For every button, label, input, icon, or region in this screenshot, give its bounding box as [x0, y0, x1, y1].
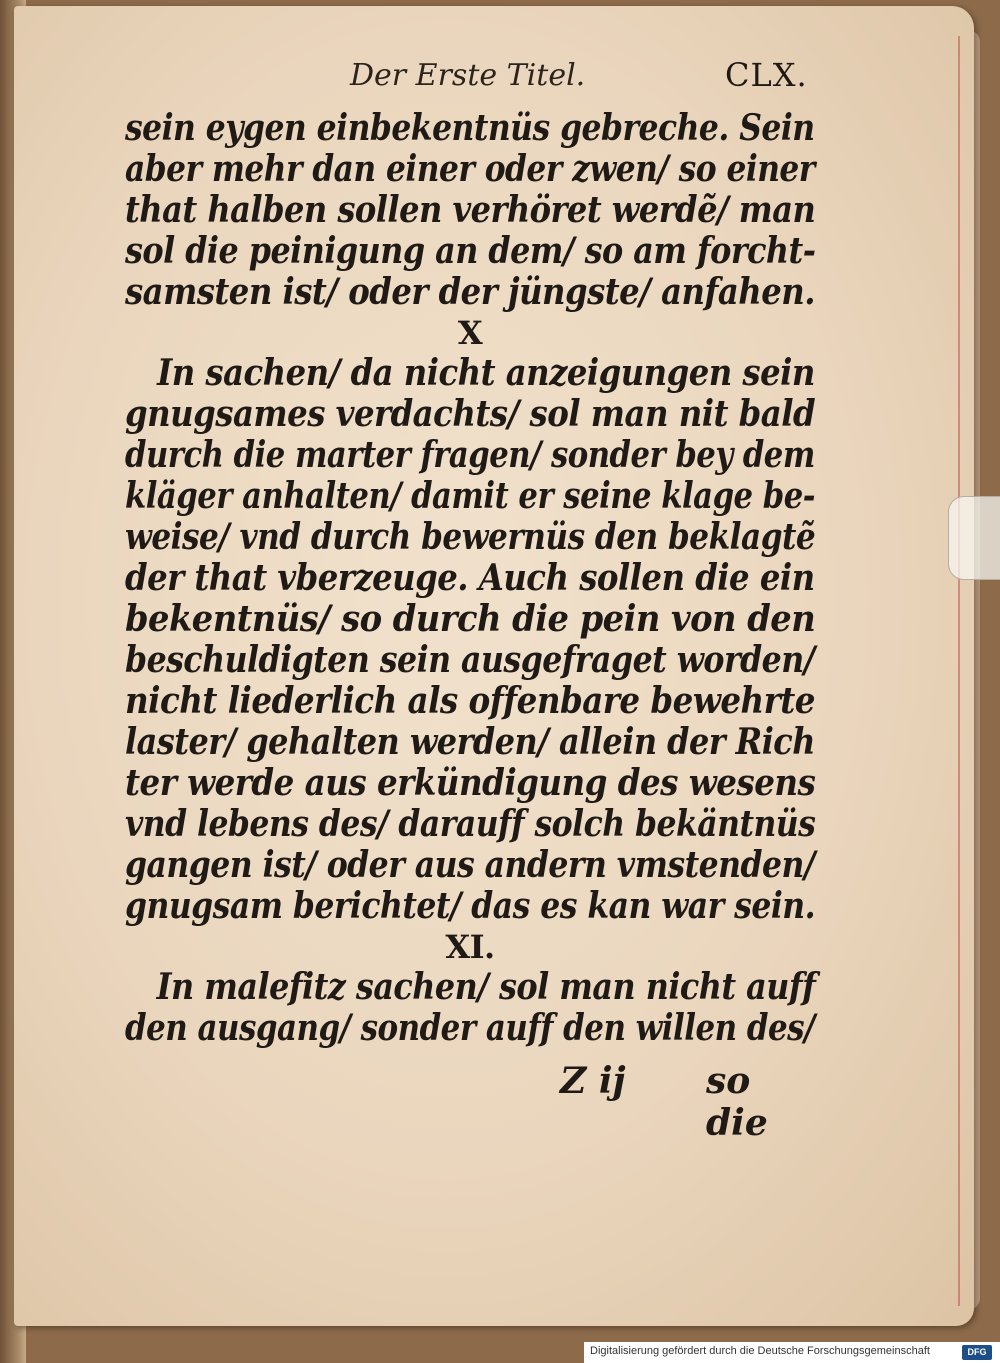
signature-mark: Z ij — [560, 1060, 626, 1102]
text-line: In malefitz sachen/ sol man nicht auff — [125, 966, 816, 1008]
dfg-credit-text: Digitalisierung gefördert durch die Deutsche Forschungsgemeinschaft — [590, 1345, 930, 1357]
dfg-logo-icon: DFG — [962, 1345, 992, 1360]
text-line: weise/ vnd durch bewernüs den beklagtẽ — [125, 516, 816, 558]
text-line: nicht liederlich als offenbare bewehrte — [125, 680, 815, 722]
text-line: bekentnüs/ so durch die pein von den — [125, 598, 816, 640]
catch-row — [560, 1060, 810, 1144]
text-line: aber mehr dan einer oder zwen/ so einer — [125, 148, 815, 190]
section-numeral: X — [457, 314, 483, 352]
running-head: Der Erste Titel. — [350, 58, 586, 93]
bookmark-tab — [948, 496, 1000, 580]
text-line: vnd lebens des/ darauff solch bekäntnüs — [125, 803, 816, 845]
catchword: so die — [706, 1060, 768, 1144]
red-margin-rule — [958, 36, 960, 1306]
text-line: In sachen/ da nicht anzeigungen sein — [125, 352, 815, 394]
text-line: gnugsam berichtet/ das es kan war sein. — [125, 885, 816, 927]
text-line: kläger anhalten/ damit er seine klage be- — [125, 475, 815, 517]
text-line: gangen ist/ oder aus andern vmstenden/ — [125, 844, 815, 886]
text-line: laster/ gehalten werden/ allein der Rich — [125, 721, 815, 763]
dfg-credit-bar — [584, 1342, 1000, 1363]
text-line: der that vberzeuge. Auch sollen die ein — [125, 557, 815, 599]
page-header — [330, 58, 820, 100]
body-text — [125, 108, 815, 1049]
text-line: durch die marter fragen/ sonder bey dem — [125, 434, 815, 476]
text-line: gnugsames verdachts/ sol man nit bald — [125, 393, 816, 435]
section-numeral: XI. — [445, 928, 495, 966]
text-line: sol die peinigung an dem/ so am forcht- — [125, 230, 816, 272]
text-line: beschuldigten sein ausgefraget worden/ — [125, 639, 815, 681]
text-line: samsten ist/ oder der jüngste/ anfahen. — [125, 271, 815, 313]
folio-number: CLX. — [725, 56, 808, 94]
text-line: sein eygen einbekentnüs gebreche. Sein — [125, 107, 815, 149]
text-line: den ausgang/ sonder auff den willen des/ — [125, 1007, 815, 1049]
text-line: ter werde aus erkündigung des wesens — [125, 762, 816, 804]
text-line: that halben sollen verhöret werdẽ/ man — [125, 189, 816, 231]
